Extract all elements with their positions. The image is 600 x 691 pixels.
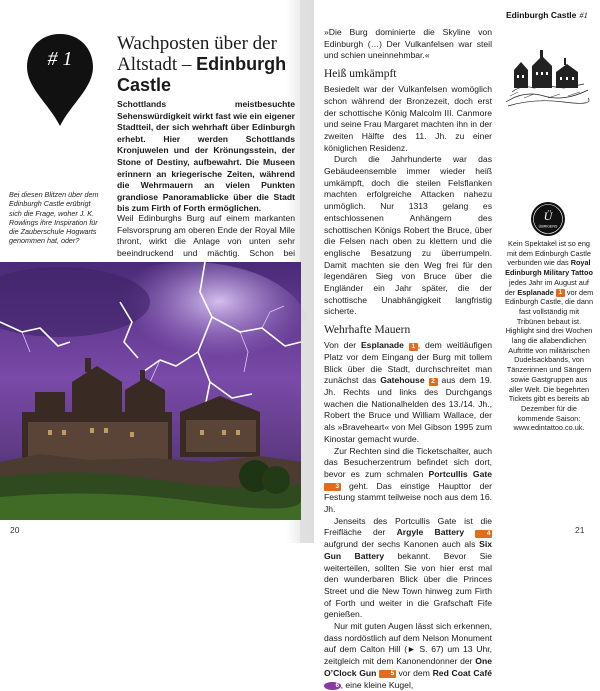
paragraph-6: Nur mit guten Augen lässt sich erkennen, dass nordöstlich auf dem Nelson Monument auf dem Calton Hill (► S. 67) um 13 Uhr, zeitgleich mit dem Kanonendonner der One O’Clock Gun 5 vor dem Red Coat Café 6 , eine kleine Kugel,: [324, 621, 493, 690]
paragraph-3: Von der Esplanade 1 , dem weitläufigen Platz vor dem Eingang der Burg mit tollem Blick über die Stadt, durchschreitet man zunächst das Gatehouse 2 aus dem 19. Jh. Rechts und links des Durchgangs wachen die Nationalhelden des 13./14. Jh., Robert the Bruce und William Wallace, der als »Braveheart« von Mel Gibson 1995 zum Kinostar gemacht wurde.: [324, 340, 492, 444]
title-line-3: Castle: [117, 75, 172, 95]
photo-caption: Bei diesen Blitzen über dem Edinburgh Castle erübrigt sich die Frage, woher J. K. Rowlings ihre Inspiration für die Zauberschule Hogwarts genommen hat, oder?: [9, 190, 99, 246]
paragraph-4: Zur Rechten sind die Ticketschalter, auch das Besucherzentrum befindet sich dort, bevor es zum schmalen Portcullis Gate 3 geht. Das einstige Haupttor der Festung stammt teilweise noch aus dem 16. Jh.: [324, 445, 493, 515]
body-paragraph: Weil Edinburghs Burg auf einem markanten Felsvorsprung am oberen Ende der Royal Mile thront, wirkt die Anlage von unten sehr beeindruckend und mächtig. Schon bei: [117, 213, 295, 259]
section-heading-1: Heiß umkämpft: [324, 68, 397, 81]
running-head: Edinburgh Castle #1: [506, 10, 588, 20]
map-marker-6: 6: [324, 682, 341, 690]
map-marker-1: 1: [409, 343, 418, 351]
map-marker-1-sidebar: 1: [556, 289, 565, 297]
main-column: [324, 27, 492, 691]
quote-paragraph: »Die Burg dominierte die Skyline von Edinburgh (…) Der Vulkanfelsen war steil und schien uneinnehmbar.«: [324, 27, 492, 61]
pin-label: # 1: [47, 48, 73, 70]
page-number-left: 20: [10, 525, 20, 535]
paragraph-2: Durch die Jahrhunderte war das Gebäudeensemble immer wieder heiß umkämpft, doch die steilen Felsflanken machten erfolgreiche Attacken nahezu unmöglich. Nur 1313 gelang es entschlossenen Anhängern des schottischen Königs Robert the Bruce, über die Felsen nach oben zu klettern und die englische Besatzung zu überrumpeln. Damit machten sie den Weg frei für den legendären Sieg von Bruce über die Engländer ein Jahr später, die der schottische Unabhängigkeit langfristig sicherte.: [324, 154, 492, 317]
page-gutter-shadow: [300, 0, 312, 543]
page-title: [117, 33, 293, 96]
section-heading-2: Wehrhafte Mauern: [324, 324, 411, 337]
svg-text:ÜBRIGENS: ÜBRIGENS: [538, 224, 558, 229]
map-marker-2: 2: [429, 378, 438, 386]
paragraph-1: Besiedelt war der Vulkanfelsen womöglich schon während der Bronzezeit, doch erst der schottische König Malcolm III. Canmore und seine Frau Margaret machten ihn in der zweiten Hälfte des 11. Jh. zu einer königlichen Residenz.: [324, 84, 492, 153]
castle-sketch-illustration: [504, 40, 590, 110]
page-number-right: 21: [575, 525, 585, 535]
map-marker-4: 4: [475, 530, 492, 538]
map-marker-3: 3: [324, 483, 341, 491]
info-sidebar: Kein Spektakel ist so eng mit dem Edinburgh Castle verbunden wie das Royal Edinburgh Military Tattoo jedes Jahr im August auf der Esplanade 1 vor dem Edinburgh Castle, die dann fast vollständig mit Tribünen bebaut ist. Highlight sind drei Wochen lang die allabendlichen Auftritte von militärischen Dudelsackbands, von Tänzerinnen und Sängern sowie Gastgruppen aus aller Welt. Die begehrten Tickets gibt es bereits ab Dezember für die kommende Saison: www.edintattoo.co.uk.: [504, 239, 594, 433]
uebrigens-badge-icon: [530, 201, 566, 237]
castle-lightning-photo: [0, 262, 301, 520]
svg-text:Ü: Ü: [543, 209, 553, 223]
paragraph-5: Jenseits des Portcullis Gate ist die Freifläche der Argyle Battery 4 aufgrund der sechs Kanonen auch als Six Gun Battery bekannt. Bevor Sie weiterteilen, sollten Sie von hier erst mal den wunderbaren Blick über die Princes Street und die New Town hinweg zum Firth of Forth und weiter in die Grafschaft Fife genießen.: [324, 515, 492, 620]
map-marker-5: 5: [379, 670, 396, 678]
location-pin-icon: [24, 32, 96, 128]
title-line-2: Altstadt – Edinburgh: [117, 54, 287, 75]
title-line-1: Wachposten über der: [117, 33, 277, 54]
lead-paragraph: Schottlands meistbesuchte Sehenswürdigkeit wirkt fast wie ein eigener Stadtteil, der sich wehrhaft über Edinburgh erhebt. Hier werden Schottlands Kronjuwelen und der Krönungsstein, der Stone of Destiny, aufbewahrt. Die Museen erinnern an kriegerische Zeiten, während die Wehrmauern an vielen Punkten grandiose Panoramablicke über die Stadt bis zum Firth of Forth ermöglichen.: [117, 99, 295, 214]
